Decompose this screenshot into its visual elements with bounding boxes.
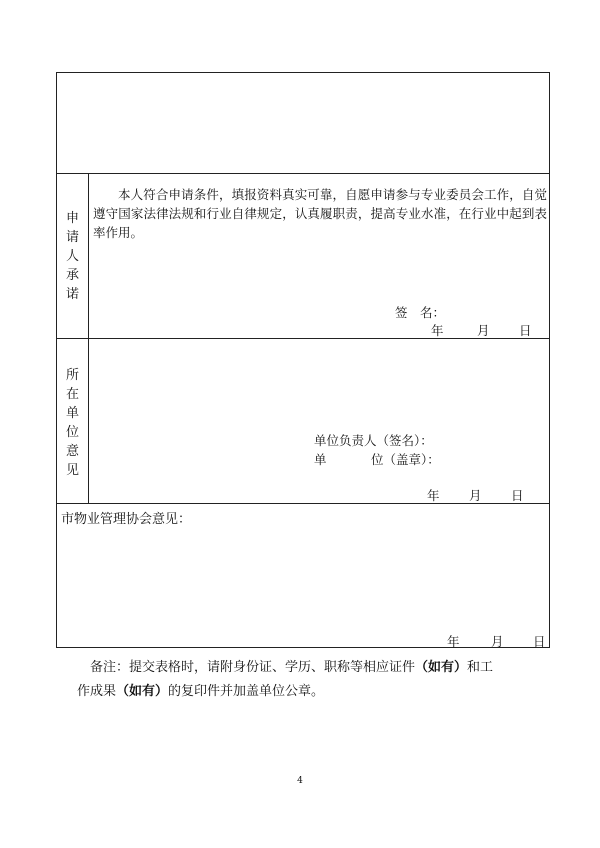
applicant-date-year: 年 (431, 323, 444, 338)
label-char: 单 (65, 406, 79, 421)
label-char: 在 (65, 387, 79, 402)
label-char: 意 (65, 444, 79, 459)
label-char: 诺 (65, 287, 79, 302)
applicant-date-day: 日 (519, 323, 532, 338)
remarks-text: 和工 (467, 660, 494, 675)
association-date-day: 日 (533, 634, 546, 649)
applicant-commitment-label (57, 209, 88, 304)
label-char: 人 (65, 249, 79, 264)
remarks-line-1 (90, 656, 493, 675)
remarks-emphasis: （如有） (116, 684, 169, 699)
unit-date-year: 年 (427, 488, 440, 503)
remarks-text: 的复印件并加盖单位公章。 (168, 684, 325, 699)
association-opinion-title: 市物业管理协会意见： (61, 512, 192, 527)
association-date-year: 年 (447, 634, 460, 649)
unit-date-month: 月 (469, 488, 482, 503)
label-column-divider (88, 173, 89, 503)
remarks-text: 备注：提交表格时，请附身份证、学历、职称等相应证件 (90, 660, 416, 675)
applicant-date-month: 月 (477, 323, 490, 338)
applicant-signature-label: 签 名： (395, 305, 446, 320)
label-char: 见 (65, 463, 79, 478)
association-date-month: 月 (491, 634, 504, 649)
page-number: 4 (297, 776, 303, 786)
row-divider-2 (57, 338, 549, 339)
unit-seal-label-b: 位（盖章）： (371, 452, 440, 467)
label-char: 位 (65, 425, 79, 440)
label-char: 承 (65, 268, 79, 283)
label-char: 所 (65, 368, 79, 383)
remarks-emphasis: （如有） (415, 660, 468, 675)
commitment-paragraph: 本人符合申请条件，填报资料真实可靠，自愿申请参与专业委员会工作，自觉遵守国家法律法规和行业自律规定，认真履职责，提高专业水准，在行业中起到表率作用。 (93, 187, 547, 240)
label-char: 请 (65, 230, 79, 245)
unit-date-day: 日 (511, 488, 524, 503)
application-form-table (56, 72, 550, 648)
unit-opinion-label (57, 366, 88, 480)
label-char: 申 (65, 211, 79, 226)
remarks-text: 作成果 (77, 684, 117, 699)
responsible-signature-label: 单位负责人（签名）： (314, 433, 433, 448)
remarks-line-2 (77, 680, 324, 699)
row-divider-1 (57, 173, 549, 174)
unit-seal-label-a: 单 (314, 452, 327, 467)
top-blank-cell (57, 73, 549, 173)
